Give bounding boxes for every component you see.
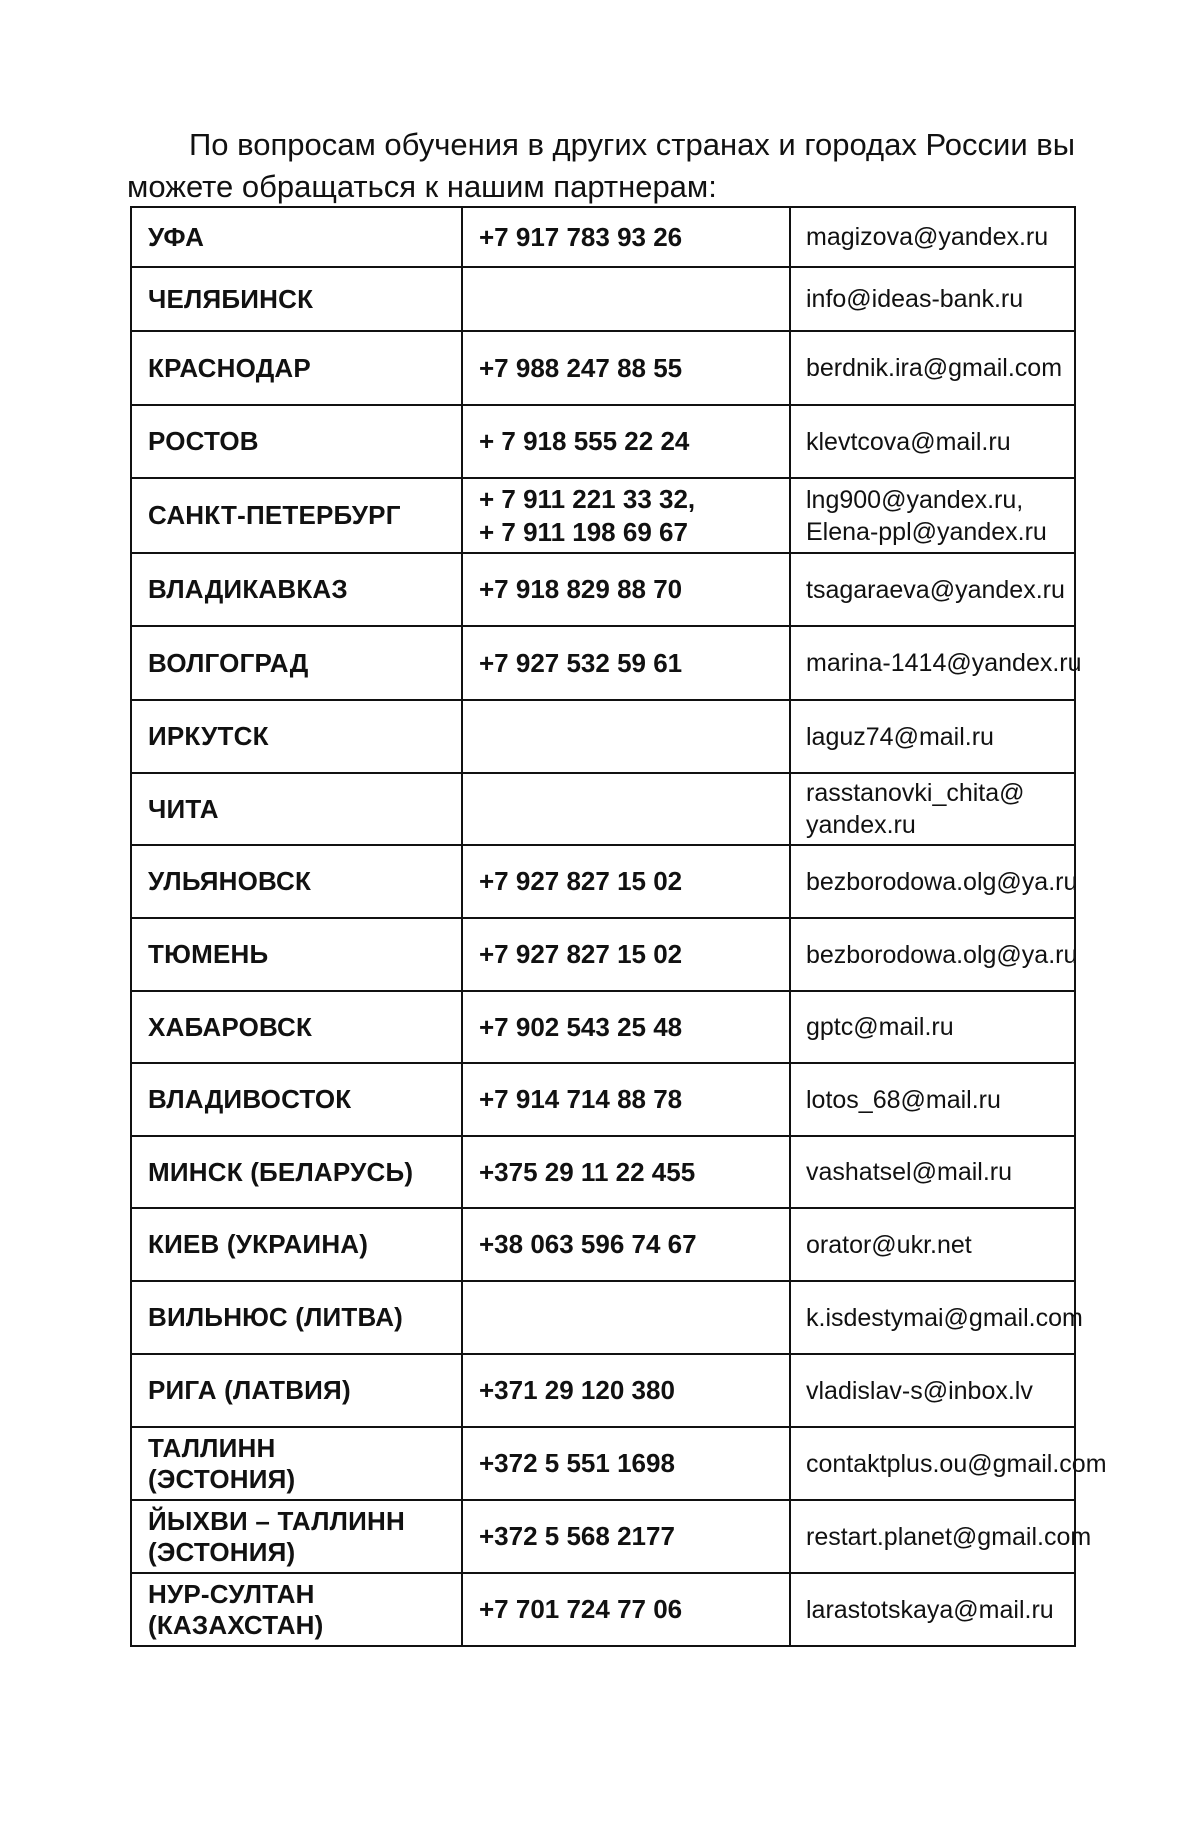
phone-text: +7 927 532 59 61: [479, 647, 683, 678]
city-text: КРАСНОДАР: [148, 352, 311, 383]
email-cell: [790, 700, 1075, 773]
city-cell: [131, 331, 462, 405]
table-row: [131, 918, 1075, 991]
phone-text: + 7 918 555 22 24: [479, 426, 690, 456]
city-text: ВЛАДИКАВКАЗ: [148, 574, 348, 604]
email-cell: [790, 1063, 1075, 1136]
city-text: ВОЛГОГРАД: [148, 647, 309, 678]
city-text: ИРКУТСК: [148, 721, 269, 751]
email-text[interactable]: berdnik.ira@gmail.com: [806, 354, 1063, 382]
phone-cell: [462, 1427, 790, 1500]
city-cell: [131, 700, 462, 773]
email-cell: [790, 478, 1075, 553]
email-text[interactable]: info@ideas-bank.ru: [806, 285, 1024, 313]
city-cell: [131, 267, 462, 331]
email-cell: [790, 405, 1075, 478]
phone-cell: [462, 331, 790, 405]
city-text: (КАЗАХСТАН): [148, 1609, 324, 1640]
phone-cell: [462, 207, 790, 267]
table-row: [131, 991, 1075, 1063]
phone-cell: [462, 1573, 790, 1646]
email-text[interactable]: lng900@yandex.ru,: [806, 485, 1024, 514]
email-cell: [790, 553, 1075, 626]
phone-text: +7 917 783 93 26: [479, 221, 683, 252]
city-text: КИЕВ (УКРАИНА): [148, 1229, 369, 1259]
email-text[interactable]: bezborodowa.olg@ya.ru: [806, 940, 1078, 969]
phone-cell: [462, 405, 790, 478]
email-text[interactable]: restart.planet@gmail.com: [806, 1522, 1092, 1551]
table-row: [131, 1063, 1075, 1136]
phone-cell: [462, 1500, 790, 1573]
phone-cell: [462, 1063, 790, 1136]
table-row: [131, 267, 1075, 331]
city-text: ЧЕЛЯБИНСК: [148, 283, 314, 314]
phone-cell: [462, 991, 790, 1063]
email-text[interactable]: laguz74@mail.ru: [806, 722, 994, 751]
table-row: [131, 1354, 1075, 1427]
table-row: [131, 478, 1075, 553]
partners-table-body: [131, 207, 1107, 1646]
intro-paragraph: [127, 124, 1087, 208]
city-text: САНКТ-ПЕТЕРБУРГ: [148, 500, 401, 530]
city-text: РИГА (ЛАТВИЯ): [148, 1375, 351, 1405]
city-cell: [131, 478, 462, 553]
email-text[interactable]: rasstanovki_chita@: [806, 779, 1025, 807]
phone-cell: [462, 700, 790, 773]
email-text[interactable]: bezborodowa.olg@ya.ru: [806, 867, 1078, 896]
phone-text: +38 063 596 74 67: [479, 1229, 697, 1259]
city-cell: [131, 1136, 462, 1208]
phone-text: +7 927 827 15 02: [479, 866, 683, 896]
email-text[interactable]: contaktplus.ou@gmail.com: [806, 1449, 1107, 1478]
phone-cell: [462, 478, 790, 553]
email-cell: [790, 1573, 1075, 1646]
phone-text: + 7 911 221 33 32,: [479, 483, 696, 514]
city-cell: [131, 991, 462, 1063]
table-row: [131, 845, 1075, 918]
city-text: ВЛАДИВОСТОК: [148, 1084, 352, 1114]
city-text: НУР-СУЛТАН: [148, 1578, 315, 1609]
email-text[interactable]: larastotskaya@mail.ru: [806, 1595, 1054, 1624]
email-cell: [790, 331, 1075, 405]
email-cell: [790, 773, 1075, 845]
email-text[interactable]: lotos_68@mail.ru: [806, 1085, 1001, 1114]
city-text: ХАБАРОВСК: [148, 1011, 313, 1042]
email-cell: [790, 1354, 1075, 1427]
email-text[interactable]: vladislav-s@inbox.lv: [806, 1376, 1033, 1405]
phone-text: +371 29 120 380: [479, 1375, 675, 1405]
city-text: ТАЛЛИНН: [148, 1432, 276, 1463]
city-cell: [131, 1354, 462, 1427]
partners-table: [130, 206, 1107, 1647]
phone-text: +7 927 827 15 02: [479, 939, 683, 969]
email-cell: [790, 1500, 1092, 1573]
email-text[interactable]: magizova@yandex.ru: [806, 223, 1049, 251]
table-row: [131, 1573, 1075, 1646]
email-cell: [790, 1281, 1083, 1354]
email-text[interactable]: marina-1414@yandex.ru: [806, 649, 1082, 677]
phone-cell: [462, 845, 790, 918]
intro-line-1: По вопросам обучения в других странах и городах России вы: [189, 127, 1076, 162]
phone-text: +7 918 829 88 70: [479, 574, 683, 604]
table-row: [131, 1208, 1075, 1281]
city-text: МИНСК (БЕЛАРУСЬ): [148, 1156, 414, 1187]
city-cell: [131, 207, 462, 267]
phone-text: +7 701 724 77 06: [479, 1594, 683, 1624]
email-text[interactable]: orator@ukr.net: [806, 1230, 972, 1259]
intro-line-2: можете обращаться к нашим партнерам:: [127, 169, 717, 204]
table-row: [131, 1281, 1075, 1354]
email-text[interactable]: tsagaraeva@yandex.ru: [806, 575, 1065, 604]
email-cell: [790, 626, 1082, 700]
phone-cell: [462, 773, 790, 845]
city-text: ТЮМЕНЬ: [148, 939, 269, 969]
phone-text: +7 914 714 88 78: [479, 1084, 683, 1114]
phone-text: +372 5 551 1698: [479, 1448, 675, 1478]
city-cell: [131, 773, 462, 845]
phone-cell: [462, 1136, 790, 1208]
city-text: ЙЫХВИ – ТАЛЛИНН: [148, 1505, 405, 1536]
table-row: [131, 700, 1075, 773]
email-cell: [790, 1427, 1107, 1500]
email-text[interactable]: gptc@mail.ru: [806, 1013, 954, 1041]
phone-cell: [462, 918, 790, 991]
email-text[interactable]: Elena-ppl@yandex.ru: [806, 517, 1047, 546]
email-text[interactable]: klevtcova@mail.ru: [806, 427, 1011, 456]
table-row: [131, 331, 1075, 405]
city-cell: [131, 1500, 462, 1573]
city-text: УФА: [148, 221, 205, 252]
city-cell: [131, 1208, 462, 1281]
city-cell: [131, 1281, 462, 1354]
city-cell: [131, 1063, 462, 1136]
email-cell: [790, 918, 1078, 991]
city-text: (ЭСТОНИЯ): [148, 1463, 296, 1494]
table-row: [131, 405, 1075, 478]
city-text: УЛЬЯНОВСК: [148, 866, 312, 896]
phone-text: +7 988 247 88 55: [479, 352, 683, 383]
phone-cell: [462, 1281, 790, 1354]
phone-text: +7 902 543 25 48: [479, 1011, 683, 1042]
phone-cell: [462, 1354, 790, 1427]
phone-cell: [462, 553, 790, 626]
city-cell: [131, 405, 462, 478]
city-text: (ЭСТОНИЯ): [148, 1536, 296, 1567]
email-cell: [790, 845, 1078, 918]
email-cell: [790, 207, 1075, 267]
email-text[interactable]: k.isdestymai@gmail.com: [806, 1303, 1083, 1332]
phone-cell: [462, 1208, 790, 1281]
city-text: ЧИТА: [148, 793, 219, 824]
email-text[interactable]: yandex.ru: [806, 811, 916, 839]
email-text[interactable]: vashatsel@mail.ru: [806, 1158, 1013, 1186]
city-cell: [131, 553, 462, 626]
phone-cell: [462, 267, 790, 331]
email-cell: [790, 991, 1075, 1063]
table-row: [131, 207, 1075, 267]
city-cell: [131, 918, 462, 991]
table-row: [131, 1500, 1075, 1573]
table-row: [131, 773, 1075, 845]
table-row: [131, 1427, 1075, 1500]
city-cell: [131, 1573, 462, 1646]
phone-text: +372 5 568 2177: [479, 1521, 675, 1551]
city-cell: [131, 1427, 462, 1500]
city-text: РОСТОВ: [148, 426, 259, 456]
city-cell: [131, 626, 462, 700]
phone-cell: [462, 626, 790, 700]
email-cell: [790, 1208, 1075, 1281]
email-cell: [790, 1136, 1075, 1208]
table-row: [131, 1136, 1075, 1208]
city-cell: [131, 845, 462, 918]
table-row: [131, 626, 1075, 700]
phone-text: +375 29 11 22 455: [479, 1156, 696, 1187]
table-row: [131, 553, 1075, 626]
phone-text: + 7 911 198 69 67: [479, 516, 688, 547]
city-text: ВИЛЬНЮС (ЛИТВА): [148, 1302, 404, 1332]
email-cell: [790, 267, 1075, 331]
